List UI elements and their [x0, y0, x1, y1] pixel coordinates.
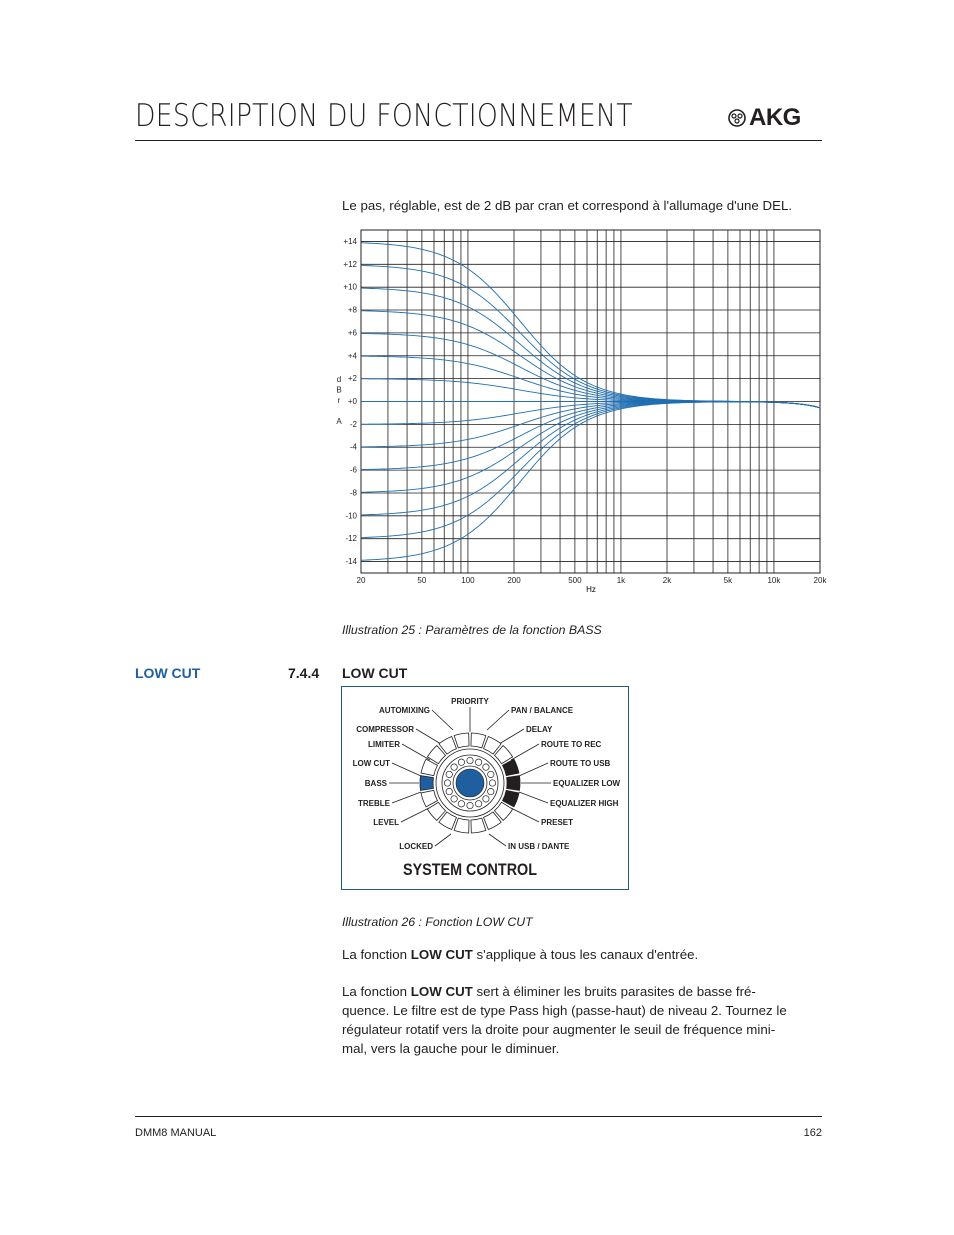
x-tick-label: 100 [461, 576, 475, 585]
label-limiter: LIMITER [368, 740, 400, 749]
paragraph-2-bold: LOW CUT [410, 984, 473, 999]
y-tick-label: +8 [347, 305, 357, 315]
y-tick-label: +2 [347, 374, 357, 384]
paragraph-2-line1-rest: sert à éliminer les bruits parasites de basse fré- [472, 984, 756, 999]
y-tick-label: +6 [347, 328, 357, 338]
paragraph-2-line-2: quence. Le filtre est de type Pass high (passe-haut) de niveau 2. Tournez le [342, 1003, 787, 1018]
paragraph-2-prefix: La fonction [342, 984, 411, 999]
paragraph-2-line-3: régulateur rotatif vers la droite pour augmenter le seuil de fréquence mini- [342, 1022, 776, 1037]
knob-ridge [467, 802, 473, 808]
label-treble: TREBLE [358, 799, 390, 808]
y-tick-label: +12 [343, 259, 357, 269]
y-tick-label: -10 [345, 511, 357, 521]
paragraph-2-line-4: mal, vers la gauche pour le diminuer. [342, 1041, 560, 1056]
x-tick-label: 20k [813, 576, 827, 585]
label-level: LEVEL [373, 818, 399, 827]
y-axis-label-char: B [336, 385, 342, 395]
paragraph-2 [342, 982, 822, 1058]
paragraph-2-line-1 [342, 982, 822, 1001]
knob-ridge [451, 796, 457, 802]
system-control-diagram [341, 686, 629, 890]
knob-ridge [488, 771, 494, 777]
y-tick-label: -12 [345, 534, 357, 544]
paragraph-1-bold: LOW CUT [410, 947, 473, 962]
y-tick-label: +10 [343, 282, 357, 292]
figure-caption-26: Illustration 26 : Fonction LOW CUT [342, 915, 533, 929]
rotary-knob[interactable] [456, 769, 484, 797]
y-axis-label-char: r [337, 396, 341, 405]
knob-ridge [444, 780, 450, 786]
y-tick-label: +4 [347, 351, 357, 361]
knob-ridge [451, 764, 457, 770]
label-bass: BASS [364, 779, 387, 788]
label-equalizer-high: EQUALIZER HIGH [550, 799, 619, 808]
knob-ridge [475, 759, 481, 765]
knob-ridge [483, 796, 489, 802]
paragraph-1-prefix: La fonction [342, 947, 411, 962]
x-tick-label: 20 [356, 576, 366, 585]
y-axis-label-char: A [336, 417, 342, 426]
figure-caption-25: Illustration 25 : Paramètres de la fonction BASS [342, 623, 602, 637]
knob-ridge [467, 757, 473, 763]
label-equalizer-low: EQUALIZER LOW [553, 779, 621, 788]
label-low-cut: LOW CUT [352, 759, 390, 768]
knob-ridge [446, 771, 452, 777]
label-pan-balance: PAN / BALANCE [511, 706, 574, 715]
knob-ridge [458, 759, 464, 765]
side-heading: LOW CUT [135, 665, 201, 681]
section-number: 7.4.4 [288, 665, 320, 681]
y-tick-label: -14 [345, 557, 357, 567]
akg-logo [728, 106, 801, 130]
page-title: DESCRIPTION DU FONCTIONNEMENT [135, 98, 633, 134]
y-tick-label: -8 [349, 488, 357, 498]
x-tick-label: 2k [662, 576, 672, 585]
ring-segment [420, 776, 433, 791]
system-control-title: SYSTEM CONTROL [403, 860, 537, 879]
footer-manual-name: DMM8 MANUAL [135, 1127, 217, 1139]
x-tick-label: 200 [507, 576, 521, 585]
y-tick-label: -6 [349, 465, 357, 475]
brand-name: AKG [749, 104, 801, 131]
y-tick-label: -2 [349, 419, 357, 429]
knob-ridge [489, 780, 495, 786]
label-delay: DELAY [526, 725, 553, 734]
label-route-to-usb: ROUTE TO USB [550, 759, 611, 768]
knob-ridge [458, 801, 464, 807]
label-preset: PRESET [541, 818, 574, 827]
knob-ridge [446, 788, 452, 794]
akg-emblem-icon [728, 109, 746, 127]
label-compressor: COMPRESSOR [356, 725, 414, 734]
x-tick-label: 50 [417, 576, 427, 585]
label-priority: PRIORITY [451, 697, 489, 706]
footer-page-number: 162 [803, 1127, 822, 1139]
section-title: LOW CUT [342, 665, 408, 681]
label-locked: LOCKED [399, 842, 433, 851]
bass-eq-chart [330, 225, 830, 600]
knob-ridge [488, 788, 494, 794]
y-tick-label: +0 [347, 397, 357, 406]
x-tick-label: 5k [723, 576, 733, 585]
header-divider [135, 140, 822, 141]
y-tick-label: -4 [349, 442, 357, 452]
footer-divider [135, 1116, 822, 1117]
x-tick-label: 1k [616, 576, 626, 585]
intro-text: Le pas, réglable, est de 2 dB par cran et correspond à l'allumage d'une DEL. [342, 198, 793, 213]
label-in-usb-dante: IN USB / DANTE [508, 842, 570, 851]
paragraph-1 [342, 945, 698, 964]
y-axis-label-char: d [336, 375, 342, 384]
knob-ridge [483, 764, 489, 770]
label-route-to-rec: ROUTE TO REC [541, 740, 602, 749]
ring-segment [507, 776, 520, 791]
x-tick-label: 10k [767, 576, 781, 585]
x-axis-label: Hz [586, 585, 596, 594]
y-tick-label: +14 [343, 236, 357, 246]
paragraph-1-suffix: s'applique à tous les canaux d'entrée. [472, 947, 699, 962]
knob-ridge [475, 801, 481, 807]
x-tick-label: 500 [568, 576, 582, 585]
label-automixing: AUTOMIXING [379, 706, 430, 715]
